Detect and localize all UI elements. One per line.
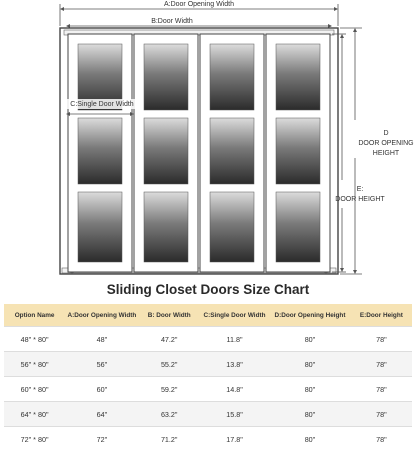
header-opening-height: D:Door Opening Height bbox=[269, 304, 351, 327]
table-cell: 64" * 80" bbox=[4, 402, 65, 427]
table-cell: 11.8" bbox=[200, 327, 269, 352]
table-cell: 78" bbox=[351, 352, 412, 377]
header-door-height: E:Door Height bbox=[351, 304, 412, 327]
table-cell: 60" bbox=[65, 377, 138, 402]
table-row bbox=[4, 377, 412, 402]
table-cell: 17.8" bbox=[200, 427, 269, 451]
opening-height-label-1: D bbox=[383, 130, 388, 137]
size-chart-title: Sliding Closet Doors Size Chart bbox=[0, 282, 416, 297]
table-cell: 78" bbox=[351, 327, 412, 352]
table-cell: 13.8" bbox=[200, 352, 269, 377]
table-cell: 48" bbox=[65, 327, 138, 352]
table-cell: 56" * 80" bbox=[4, 352, 65, 377]
opening-height-label-2: DOOR OPENING bbox=[358, 140, 413, 147]
table-row bbox=[4, 327, 412, 352]
table-cell: 59.2" bbox=[139, 377, 200, 402]
table-cell: 14.8" bbox=[200, 377, 269, 402]
table-cell: 60" * 80" bbox=[4, 377, 65, 402]
table-cell: 72" bbox=[65, 427, 138, 451]
table-cell: 78" bbox=[351, 402, 412, 427]
header-opening-width: A:Door Opening Width bbox=[65, 304, 138, 327]
table-cell: 55.2" bbox=[139, 352, 200, 377]
table-cell: 56" bbox=[65, 352, 138, 377]
table-header-row bbox=[4, 304, 412, 327]
table-cell: 47.2" bbox=[139, 327, 200, 352]
table-cell: 71.2" bbox=[139, 427, 200, 451]
table-cell: 63.2" bbox=[139, 402, 200, 427]
opening-width-dimension bbox=[60, 1, 338, 26]
opening-height-dimension bbox=[340, 28, 414, 274]
door-width-label: B:Door Width bbox=[151, 18, 193, 25]
table-cell: 48" * 80" bbox=[4, 327, 65, 352]
table-cell: 80" bbox=[269, 327, 351, 352]
table-cell: 64" bbox=[65, 402, 138, 427]
table-row bbox=[4, 427, 412, 451]
door-width-dimension bbox=[68, 18, 330, 26]
table-cell: 80" bbox=[269, 402, 351, 427]
header-door-width: B: Door Width bbox=[139, 304, 200, 327]
table-cell: 80" bbox=[269, 377, 351, 402]
table-row bbox=[4, 402, 412, 427]
table-cell: 15.8" bbox=[200, 402, 269, 427]
door-height-label-1: E: bbox=[357, 186, 364, 193]
size-chart-table bbox=[4, 304, 412, 451]
door-panels bbox=[68, 34, 330, 272]
table-cell: 80" bbox=[269, 427, 351, 451]
table-cell: 78" bbox=[351, 377, 412, 402]
opening-height-label-3: HEIGHT bbox=[373, 150, 400, 157]
single-door-width-label: C:Single Door Width bbox=[70, 101, 134, 108]
header-option-name: Option Name bbox=[4, 304, 65, 327]
header-single-door-width: C:Single Door Width bbox=[200, 304, 269, 327]
door-height-label-2: DOOR HEIGHT bbox=[335, 196, 385, 203]
table-cell: 80" bbox=[269, 352, 351, 377]
table-cell: 78" bbox=[351, 427, 412, 451]
opening-width-label: A:Door Opening Width bbox=[164, 1, 234, 8]
table-row bbox=[4, 352, 412, 377]
table-cell: 72" * 80" bbox=[4, 427, 65, 451]
